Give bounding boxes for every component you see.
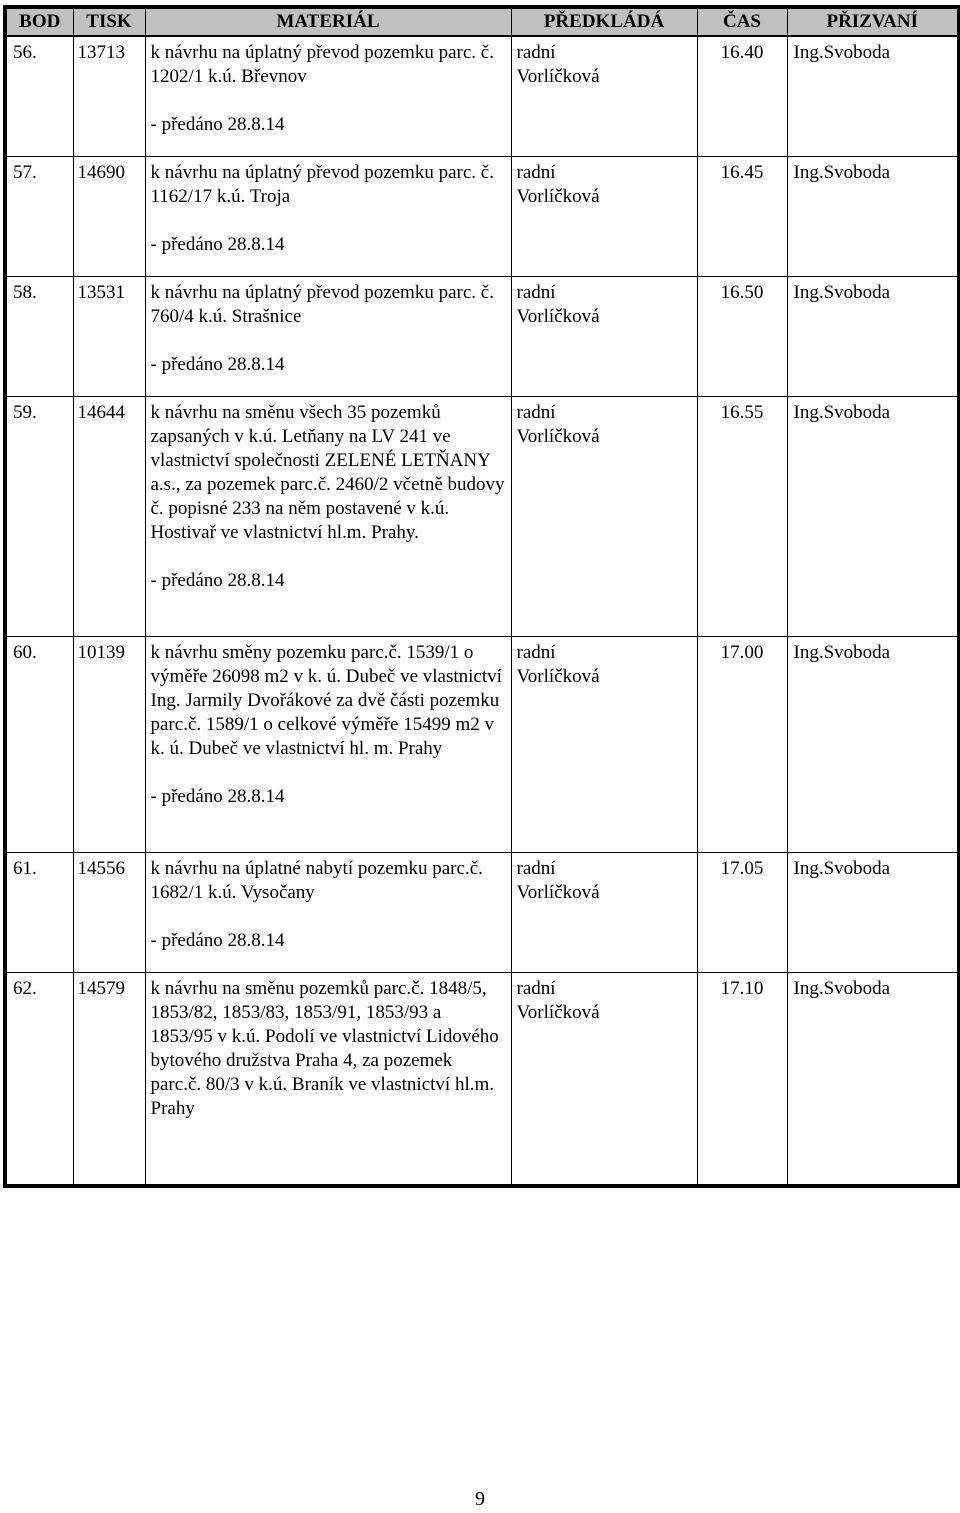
- invited-person: Ing.Svoboda: [793, 641, 891, 663]
- print-number: 14644: [77, 401, 125, 423]
- presenter-name: Vorlíčková: [516, 425, 600, 447]
- invited-person: Ing.Svoboda: [793, 281, 891, 303]
- handed-over-note: - předáno 28.8.14: [150, 785, 285, 807]
- header-cas: ČAS: [697, 7, 787, 36]
- agenda-table: [3, 5, 960, 1188]
- time-value: 17.00: [720, 641, 764, 663]
- table-row: [5, 36, 959, 156]
- item-number: 56.: [13, 42, 37, 63]
- print-number: 13531: [77, 281, 125, 303]
- presenter-role: radní: [516, 977, 556, 999]
- print-number: 14690: [77, 161, 125, 183]
- header-predklada: PŘEDKLÁDÁ: [511, 7, 697, 36]
- item-number: 58.: [13, 281, 37, 303]
- handed-over-note: - předáno 28.8.14: [150, 929, 285, 951]
- handed-over-note: - předáno 28.8.14: [150, 233, 285, 255]
- material-description: k návrhu na úplatný převod pozemku parc. č. 760/4 k.ú. Strašnice: [150, 281, 494, 327]
- handed-over-note: - předáno 28.8.14: [150, 569, 285, 591]
- time-value: 16.45: [720, 161, 764, 183]
- time-value: 16.40: [720, 42, 764, 63]
- time-value: 17.05: [720, 857, 764, 879]
- presenter-role: radní: [516, 281, 556, 303]
- invited-person: Ing.Svoboda: [793, 42, 891, 63]
- presenter-name: Vorlíčková: [516, 1001, 600, 1023]
- time-value: 16.55: [720, 401, 764, 423]
- header-bod: BOD: [5, 7, 73, 36]
- presenter-role: radní: [516, 42, 556, 63]
- presenter-role: radní: [516, 401, 556, 423]
- invited-person: Ing.Svoboda: [793, 161, 891, 183]
- handed-over-note: - předáno 28.8.14: [150, 114, 285, 135]
- invited-person: Ing.Svoboda: [793, 401, 891, 423]
- material-description: k návrhu na úplatné nabytí pozemku parc.č. 1682/1 k.ú. Vysočany: [150, 857, 483, 903]
- presenter-name: Vorlíčková: [516, 185, 600, 207]
- presenter-role: radní: [516, 641, 556, 663]
- print-number: 14556: [77, 857, 125, 879]
- header-prizvani: PŘIZVANÍ: [787, 7, 959, 36]
- table-row: [5, 972, 959, 1186]
- time-value: 16.50: [720, 281, 764, 303]
- presenter-name: Vorlíčková: [516, 881, 600, 903]
- invited-person: Ing.Svoboda: [793, 857, 891, 879]
- material-description: k návrhu na směnu pozemků parc.č. 1848/5, 1853/82, 1853/83, 1853/91, 1853/93 a 1853/95 v k.ú. Podolí ve vlastnictví Lidového bytového družstva Praha 4, za pozemek parc.č. 80/3 v k.ú. Braník ve vlastnictví hl.m. Prahy: [150, 977, 499, 1119]
- table-row: [5, 156, 959, 276]
- presenter-name: Vorlíčková: [516, 66, 600, 87]
- material-description: k návrhu na směnu všech 35 pozemků zapsaných v k.ú. Letňany na LV 241 ve vlastnictví společnosti ZELENÉ LETŇANY a.s., za pozemek parc.č. 2460/2 včetně budovy č. popisné 233 na něm postavené v k.ú. Hostivař ve vlastnictví hl.m. Prahy.: [150, 401, 505, 543]
- material-description: k návrhu na úplatný převod pozemku parc. č. 1162/17 k.ú. Troja: [150, 161, 494, 207]
- time-value: 17.10: [720, 977, 764, 999]
- header-material: MATERIÁL: [145, 7, 511, 36]
- page-number: 9: [475, 1488, 485, 1510]
- print-number: 14579: [77, 977, 125, 999]
- presenter-role: radní: [516, 161, 556, 183]
- print-number: 13713: [77, 42, 125, 63]
- table-row: [5, 276, 959, 396]
- header-row: [5, 7, 959, 36]
- invited-person: Ing.Svoboda: [793, 977, 891, 999]
- item-number: 60.: [13, 641, 37, 663]
- presenter-name: Vorlíčková: [516, 305, 600, 327]
- item-number: 61.: [13, 857, 37, 879]
- item-number: 62.: [13, 977, 37, 999]
- handed-over-note: - předáno 28.8.14: [150, 353, 285, 375]
- presenter-name: Vorlíčková: [516, 665, 600, 687]
- item-number: 57.: [13, 161, 37, 183]
- material-description: k návrhu na úplatný převod pozemku parc. č. 1202/1 k.ú. Břevnov: [150, 42, 494, 87]
- table-row: [5, 852, 959, 972]
- material-description: k návrhu směny pozemku parc.č. 1539/1 o výměře 26098 m2 v k. ú. Dubeč ve vlastnictví Ing. Jarmily Dvořákové za dvě části pozemku parc.č. 1589/1 o celkové výměře 15499 m2 v k. ú. Dubeč ve vlastnictví hl. m. Prahy: [150, 641, 502, 759]
- table-row: [5, 636, 959, 852]
- presenter-role: radní: [516, 857, 556, 879]
- table-row: [5, 396, 959, 636]
- item-number: 59.: [13, 401, 37, 423]
- header-tisk: TISK: [73, 7, 145, 36]
- print-number: 10139: [77, 641, 125, 663]
